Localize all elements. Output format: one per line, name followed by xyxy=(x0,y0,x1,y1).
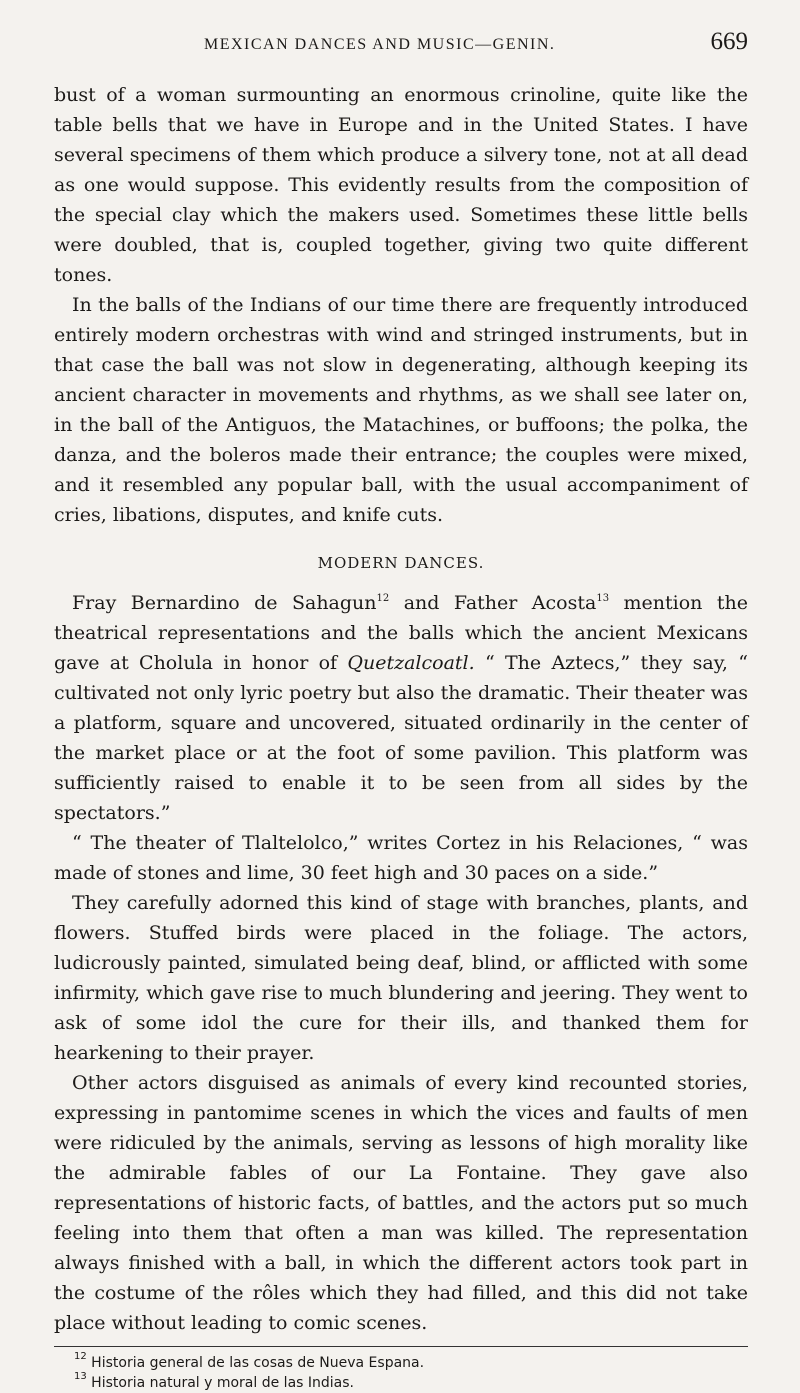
footnote-ref-13: 13 xyxy=(596,593,610,604)
paragraph-5: They carefully adorned this kind of stage with branches, plants, and flowers. Stuffed birds were placed in the foliage. The actors, ludicrously painted, simulated being deaf, blind, or afflicted with some infirmity, which gave rise to much blundering and jeering. They went to ask of some idol the cure for their ills, and thanked them for hearkening to their prayer. xyxy=(54,892,748,1064)
running-title: MEXICAN DANCES AND MUSIC—GENIN. xyxy=(204,36,556,53)
footnote-12-mark: 12 xyxy=(74,1351,87,1362)
section-heading: MODERN DANCES. xyxy=(317,554,485,572)
paragraph-2: In the balls of the Indians of our time there are frequently introduced entirely modern orchestras with wind and stringed instruments, but in that case the ball was not slow in degenerating, although keeping its ancient character in movements and rhythms, as we shall see later on, in the ball of the Antiguos, the Matachines, or buffoons; the polka, the danza, and the boleros made their entrance; the couples were mixed, and it resembled any popular ball, with the usual accompaniment of cries, libations, disputes, and knife cuts. xyxy=(54,294,748,526)
paragraph-3-part-a: Fray Bernardino de Sahagun xyxy=(72,592,377,614)
paragraph-3-italic: Quetzalcoatl. xyxy=(347,652,475,674)
footnote-13-text: Historia natural y moral de las Indias. xyxy=(86,1375,354,1391)
footnote-ref-12: 12 xyxy=(376,593,390,604)
footnote-13 xyxy=(54,1373,748,1393)
footnote-13-mark: 13 xyxy=(74,1371,87,1382)
running-head xyxy=(54,28,748,58)
paragraph-3-part-c: mention the theatrical representations and the balls which the ancient Mexicans gave at Cholula in honor of xyxy=(54,592,748,674)
footnote-12-text: Historia general de las cosas de Nueva Espana. xyxy=(86,1355,425,1371)
footnote-divider xyxy=(54,1346,748,1347)
page-number: 669 xyxy=(710,28,748,55)
paragraph-3-part-b: and Father Acosta xyxy=(389,592,597,614)
footnotes xyxy=(54,1353,748,1393)
body-text xyxy=(54,80,748,1338)
footnote-12 xyxy=(54,1353,748,1373)
paragraph-1: bust of a woman surmounting an enormous crinoline, quite like the table bells that we have in Europe and in the United States. I have several specimens of them which produce a silvery tone, not at all dead as one would suppose. This evidently results from the composition of the special clay which the makers used. Sometimes these little bells were doubled, that is, coupled together, giving two quite different tones. xyxy=(54,84,748,286)
paragraph-6: Other actors disguised as animals of every kind recounted stories, expressing in pantomime scenes in which the vices and faults of men were ridiculed by the animals, serving as lessons of high morality like the admirable fables of our La Fontaine. They gave also representations of historic facts, of battles, and the actors put so much feeling into them that often a man was killed. The representation always finished with a ball, in which the different actors took part in the costume of the rôles which they had filled, and this did not take place without leading to comic scenes. xyxy=(54,1072,748,1334)
paragraph-3-part-d: “ The Aztecs,” they say, “ cultivated not only lyric poetry but also the dramatic. Their theater was a platform, square and uncovered, situated ordinarily in the center of the market place or at the foot of some pavilion. This platform was sufficiently raised to enable it to be seen from all sides by the spectators.” xyxy=(54,652,748,824)
paragraph-4: “ The theater of Tlaltelolco,” writes Cortez in his Relaciones, “ was made of stones and lime, 30 feet high and 30 paces on a side.” xyxy=(54,832,748,884)
paragraph-3 xyxy=(54,588,748,828)
document-page xyxy=(54,28,748,1393)
